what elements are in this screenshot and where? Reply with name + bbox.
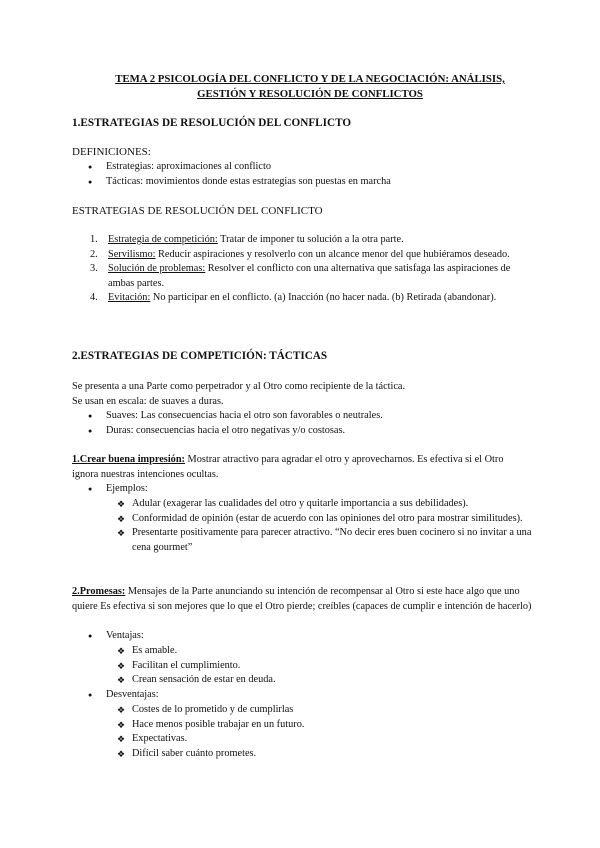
tactic-1-text: Mostrar atractivo para agradar el otro y aprovecharnos. Es efectiva si el Otro ignora nuestras intenciones ocultas. (72, 454, 504, 480)
strategies-list (72, 233, 532, 306)
list-item: ● Duras: consecuencias hacia el otro negativas y/o costosas. (72, 424, 542, 439)
section-2-heading: 2.ESTRATEGIAS DE COMPETICIÓN: TÁCTICAS (72, 350, 328, 362)
list-item: ● Ventajas: (72, 629, 542, 644)
list-item: ❖ Difícil saber cuánto prometes. (72, 747, 532, 762)
tactic-1-title: 1.Crear buena impresión: (72, 454, 185, 465)
intro-line-1: Se presenta a una Parte como perpetrador y al Otro como recipiente de la táctica. (72, 381, 406, 392)
advantages-header (72, 629, 542, 644)
scale-list (72, 409, 542, 438)
section-2-intro (72, 380, 532, 409)
intro-line-2: Se usan en escala: de suaves a duras. (72, 395, 224, 407)
list-item: ❖ Crean sensación de estar en deuda. (72, 673, 532, 688)
strategy-text: Resolver el conflicto con una alternativa que satisfaga las aspiraciones de ambas partes. (108, 263, 511, 289)
definitions-label: DEFINICIONES: (72, 146, 151, 158)
list-item (72, 262, 532, 291)
title-line-1: TEMA 2 PSICOLOGÍA DEL CONFLICTO Y DE LA NEGOCIACIÓN: ANÁLISIS, (115, 73, 505, 85)
tactic-1-examples-list (72, 497, 532, 555)
list-item: ❖ Es amable. (72, 644, 532, 659)
strategy-text: Reducir aspiraciones y resolverlo con un alcance menor del que hubiéramos deseado. (155, 248, 510, 260)
section-1-heading: 1.ESTRATEGIAS DE RESOLUCIÓN DEL CONFLICTO (72, 117, 352, 129)
advantages-list (72, 644, 532, 688)
list-item: ● Ejemplos: (72, 482, 542, 497)
disadvantages-list (72, 703, 532, 761)
list-item: ❖ Hace menos posible trabajar en un futuro. (72, 718, 532, 733)
list-item: ● Tácticas: movimientos donde estas estrategias son puestas en marcha (72, 175, 542, 190)
strategy-text: Tratar de imponer tu solución a la otra parte. (217, 234, 404, 245)
strategy-term: Estrategia de competición: (108, 234, 218, 245)
item-number: 4. (90, 292, 98, 304)
list-item (72, 233, 532, 248)
item-number: 1. (90, 234, 98, 245)
list-item: ● Estrategias: aproximaciones al conflicto (72, 160, 542, 175)
tactic-2-title: 2.Promesas: (72, 586, 126, 597)
list-item: ❖ Conformidad de opinión (estar de acuerdo con las opiniones del otro para mostrar similitudes). (72, 512, 532, 527)
strategies-label: ESTRATEGIAS DE RESOLUCIÓN DEL CONFLICTO (72, 205, 323, 217)
tactic-2-paragraph (72, 585, 532, 614)
list-item (72, 291, 532, 306)
item-number: 2. (90, 248, 98, 260)
tactic-1-paragraph (72, 453, 532, 482)
strategy-term: Evitación: (108, 292, 151, 304)
list-item: ❖ Facilitan el cumplimiento. (72, 659, 532, 674)
definitions-list (72, 160, 542, 189)
list-item (72, 248, 532, 263)
strategy-term: Servilismo: (108, 248, 156, 260)
document-title (60, 72, 560, 102)
disadvantages-header (72, 688, 542, 703)
item-number: 3. (90, 263, 98, 275)
list-item: ❖ Costes de lo prometido y de cumplirlas (72, 703, 532, 718)
strategy-term: Solución de problemas: (108, 263, 206, 275)
list-item: ❖ Presentarte positivamente para parecer atractivo. “No decir eres buen cocinero si no invitar a una cena gourmet” (72, 526, 532, 555)
list-item: ● Desventajas: (72, 688, 542, 703)
tactic-2-text: Mensajes de la Parte anunciando su intención de recompensar al Otro si este hace algo que uno quiere Es efectiva si son mejores que lo que el Otro pierde; creíbles (capaces de cumplir e intención de hacerlo) (72, 586, 532, 612)
strategy-text: No participar en el conflicto. (a) Inacción (no hacer nada. (b) Retirada (abandonar). (150, 292, 497, 304)
list-item: ❖ Adular (exagerar las cualidades del otro y quitarle importancia a sus debilidades). (72, 497, 532, 512)
list-item: ❖ Expectativas. (72, 732, 532, 747)
title-line-2: GESTIÓN Y RESOLUCIÓN DE CONFLICTOS (197, 88, 423, 100)
tactic-1-examples-header (72, 482, 542, 497)
list-item: ● Suaves: Las consecuencias hacia el otro son favorables o neutrales. (72, 409, 542, 424)
